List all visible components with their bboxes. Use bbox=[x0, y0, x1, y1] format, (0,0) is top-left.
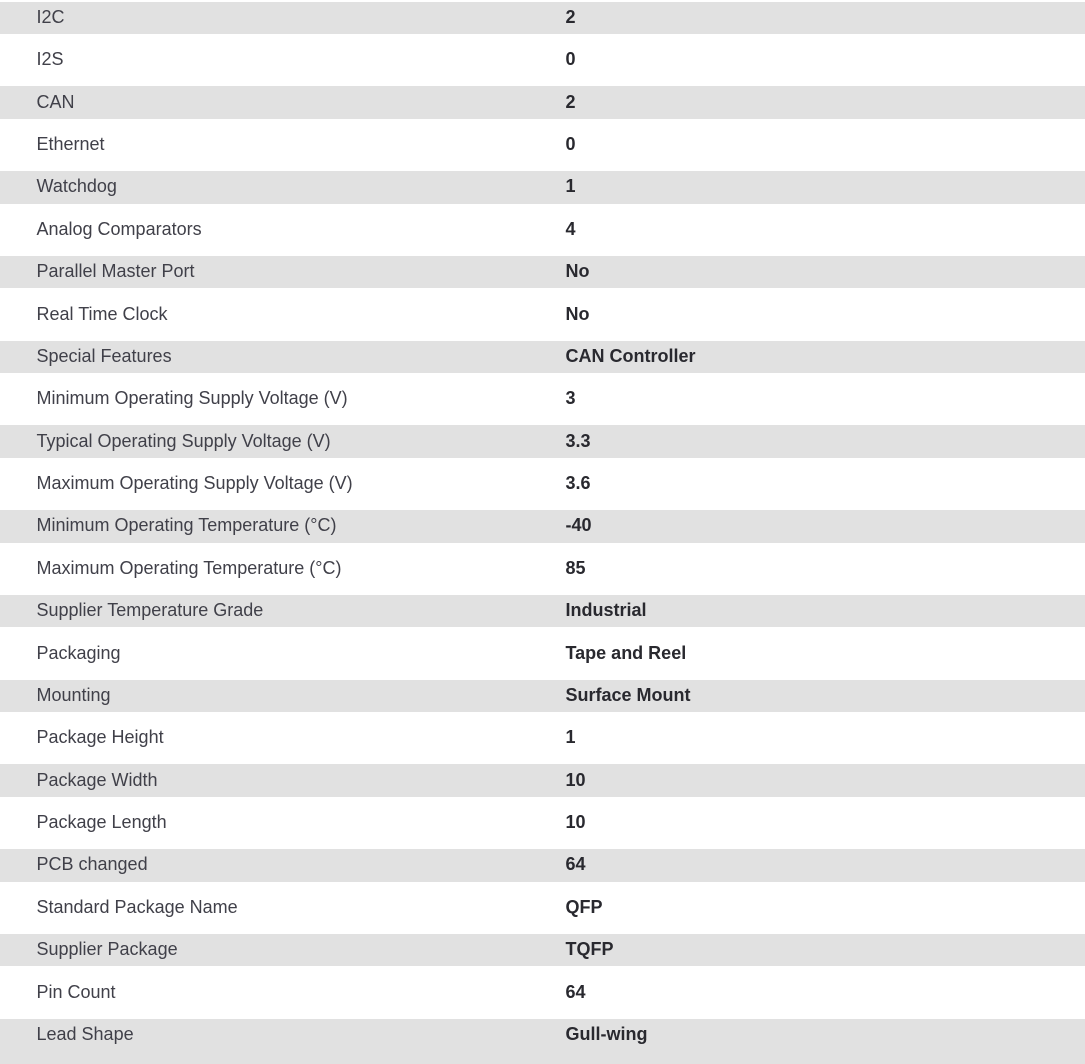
attribute-label: Supplier Package bbox=[37, 940, 566, 960]
table-row bbox=[0, 425, 1085, 458]
table-row bbox=[0, 213, 1085, 246]
attribute-value: Gull-wing bbox=[566, 1025, 1085, 1045]
attribute-value: 85 bbox=[566, 559, 1085, 579]
attribute-label: Pin Count bbox=[37, 983, 566, 1003]
attribute-value: -40 bbox=[566, 516, 1085, 536]
attribute-value: 10 bbox=[566, 771, 1085, 791]
table-row bbox=[0, 44, 1085, 77]
attribute-value: QFP bbox=[566, 898, 1085, 918]
attribute-label: Typical Operating Supply Voltage (V) bbox=[37, 432, 566, 452]
table-row bbox=[0, 764, 1085, 797]
table-row bbox=[0, 891, 1085, 924]
attribute-label: Packaging bbox=[37, 644, 566, 664]
table-row bbox=[0, 129, 1085, 162]
attribute-label: Parallel Master Port bbox=[37, 262, 566, 282]
table-row bbox=[0, 2, 1085, 35]
table-row bbox=[0, 552, 1085, 585]
attribute-label: Package Height bbox=[37, 728, 566, 748]
attribute-label: Special Features bbox=[37, 347, 566, 367]
attribute-value: Tape and Reel bbox=[566, 644, 1085, 664]
attribute-label: Lead Shape bbox=[37, 1025, 566, 1045]
table-row bbox=[0, 468, 1085, 501]
attribute-value: TQFP bbox=[566, 940, 1085, 960]
attribute-value: 3.3 bbox=[566, 432, 1085, 452]
attribute-label: CAN bbox=[37, 93, 566, 113]
attribute-value: 4 bbox=[566, 220, 1085, 240]
attribute-value: 1 bbox=[566, 177, 1085, 197]
table-row bbox=[0, 849, 1085, 882]
attribute-value: 10 bbox=[566, 813, 1085, 833]
table-row bbox=[0, 510, 1085, 543]
attribute-value: 0 bbox=[566, 135, 1085, 155]
attribute-label: PCB changed bbox=[37, 855, 566, 875]
attribute-label: Mounting bbox=[37, 686, 566, 706]
attribute-value: 2 bbox=[566, 93, 1085, 113]
table-row bbox=[0, 976, 1085, 1009]
table-row bbox=[0, 86, 1085, 119]
attribute-label: Package Width bbox=[37, 771, 566, 791]
attribute-value: 64 bbox=[566, 983, 1085, 1003]
attribute-value: 0 bbox=[566, 50, 1085, 70]
attribute-value: 1 bbox=[566, 728, 1085, 748]
table-row bbox=[0, 383, 1085, 416]
table-row bbox=[0, 595, 1085, 628]
table-row bbox=[0, 256, 1085, 289]
table-row bbox=[0, 722, 1085, 755]
attribute-value: 3.6 bbox=[566, 474, 1085, 494]
attribute-label: Maximum Operating Supply Voltage (V) bbox=[37, 474, 566, 494]
attribute-label: Minimum Operating Temperature (°C) bbox=[37, 516, 566, 536]
attribute-label: Analog Comparators bbox=[37, 220, 566, 240]
attribute-label: Standard Package Name bbox=[37, 898, 566, 918]
attribute-label: Maximum Operating Temperature (°C) bbox=[37, 559, 566, 579]
attribute-value: 2 bbox=[566, 8, 1085, 28]
table-row bbox=[0, 171, 1085, 204]
attribute-label: I2S bbox=[37, 50, 566, 70]
attribute-value: No bbox=[566, 305, 1085, 325]
attribute-value: Surface Mount bbox=[566, 686, 1085, 706]
attribute-label: Package Length bbox=[37, 813, 566, 833]
attribute-value: 64 bbox=[566, 855, 1085, 875]
table-row bbox=[0, 934, 1085, 967]
attribute-label: Real Time Clock bbox=[37, 305, 566, 325]
table-row bbox=[0, 298, 1085, 331]
attribute-label: Supplier Temperature Grade bbox=[37, 601, 566, 621]
table-row bbox=[0, 637, 1085, 670]
attribute-value: 3 bbox=[566, 389, 1085, 409]
table-row bbox=[0, 807, 1085, 840]
attribute-value: Industrial bbox=[566, 601, 1085, 621]
table-row bbox=[0, 341, 1085, 374]
table-row bbox=[0, 680, 1085, 713]
table-row bbox=[0, 1019, 1085, 1064]
attribute-label: I2C bbox=[37, 8, 566, 28]
attribute-label: Watchdog bbox=[37, 177, 566, 197]
attribute-label: Ethernet bbox=[37, 135, 566, 155]
attribute-value: CAN Controller bbox=[566, 347, 1085, 367]
attribute-value: No bbox=[566, 262, 1085, 282]
attribute-label: Minimum Operating Supply Voltage (V) bbox=[37, 389, 566, 409]
